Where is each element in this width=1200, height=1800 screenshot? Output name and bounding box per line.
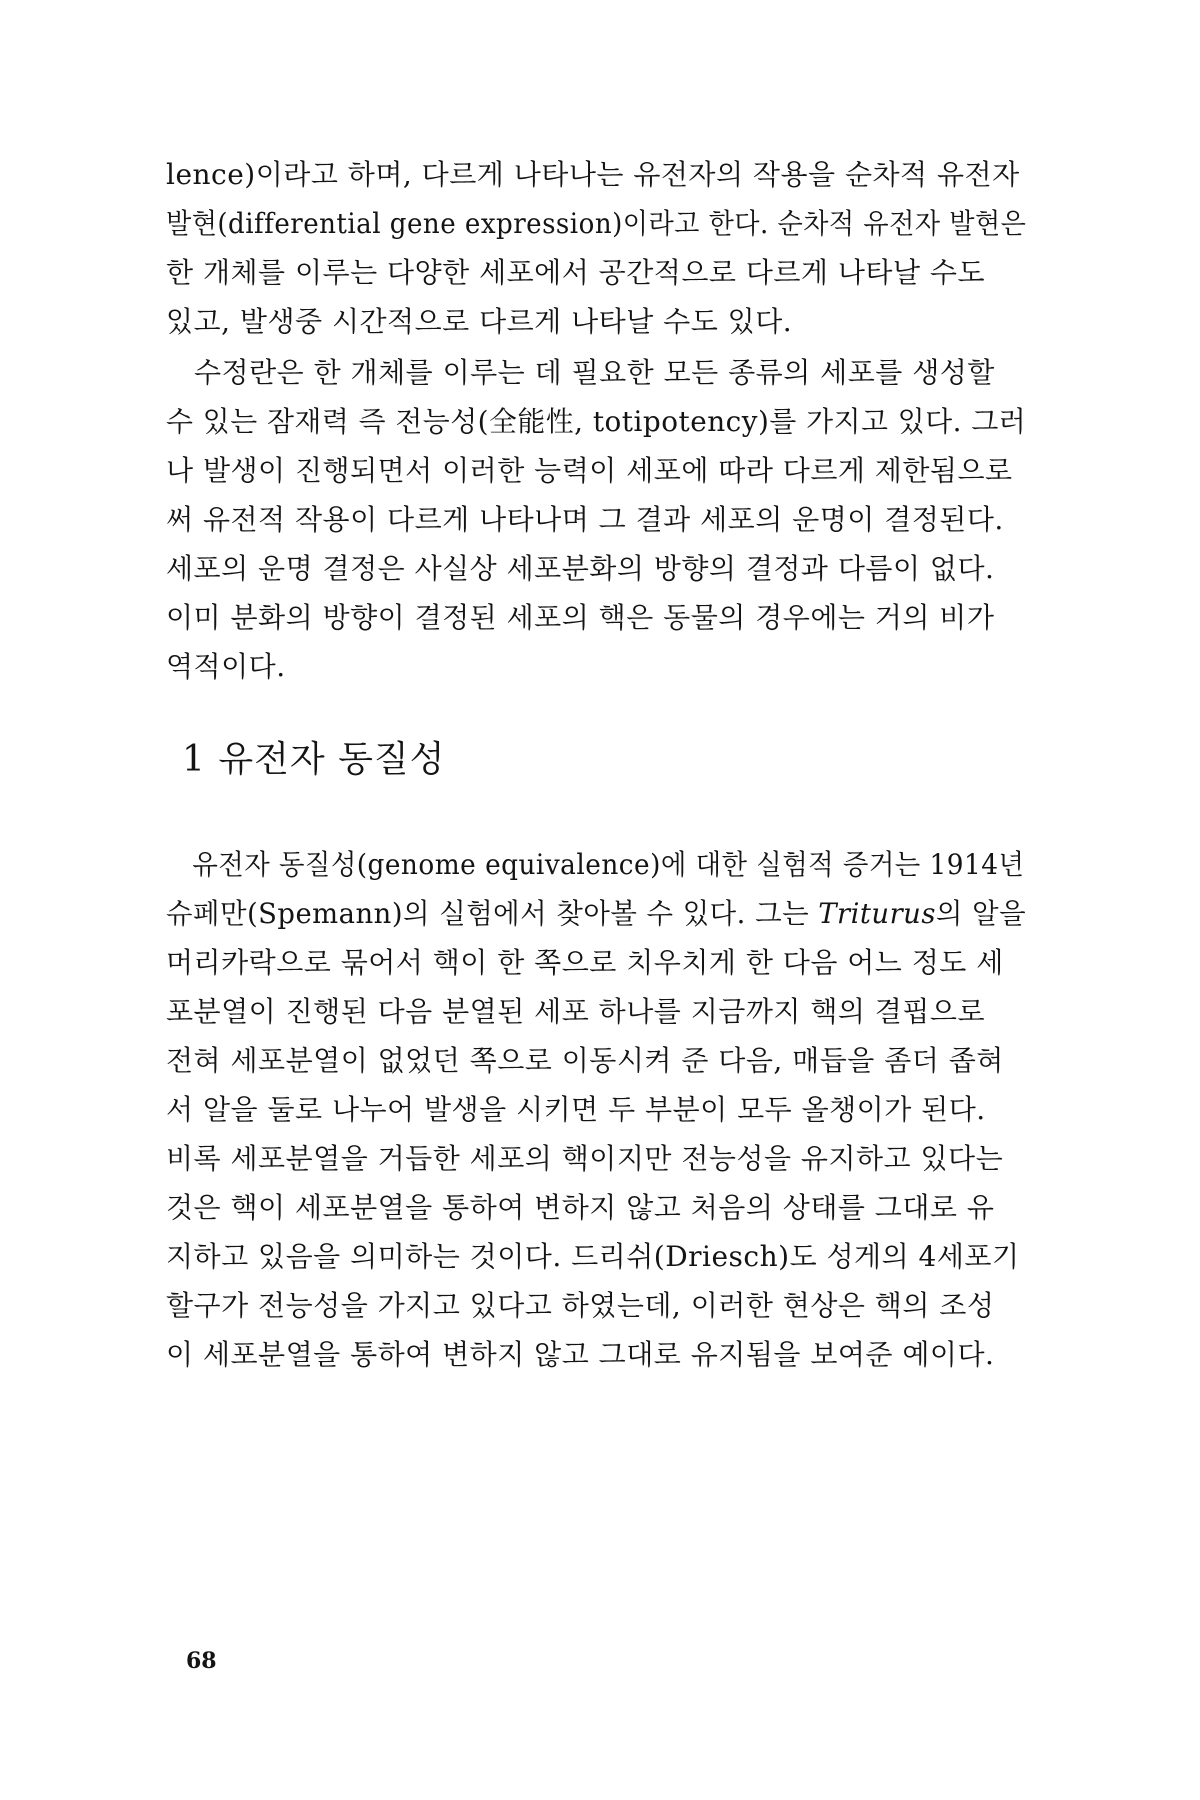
text-line: 것은 핵이 세포분열을 통하여 변하지 않고 처음의 상태를 그대로 유 — [166, 1191, 995, 1224]
section-heading: 1 유전자 동질성 — [182, 739, 446, 780]
paragraph-2 — [166, 348, 1026, 691]
text-line: 지하고 있음을 의미하는 것이다. 드리쉬(Driesch)도 성게의 4세포기 — [166, 1240, 1020, 1273]
text-segment: 슈페만(Spemann)의 실험에서 찾아볼 수 있다. 그는 — [166, 897, 819, 930]
text-line-with-species — [166, 889, 1027, 938]
paragraph-3 — [166, 840, 1026, 1379]
text-line: 유전자 동질성(genome equivalence)에 대한 실험적 증거는 1914년 — [192, 848, 1025, 881]
page-number: 68 — [186, 1648, 217, 1674]
text-line: 한 개체를 이루는 다양한 세포에서 공간적으로 다르게 나타날 수도 — [166, 256, 986, 289]
text-line: 발현(differential gene expression)이라고 한다. 순차적 유전자 발현은 — [166, 207, 1027, 240]
species-name: Triturus — [818, 897, 936, 930]
text-line: 서 알을 둘로 나누어 발생을 시키면 두 부분이 모두 올챙이가 된다. — [166, 1093, 986, 1126]
text-line: 머리카락으로 묶어서 핵이 한 쪽으로 치우치게 한 다음 어느 정도 세 — [166, 946, 1004, 979]
text-segment: 의 알을 — [935, 897, 1027, 930]
text-line: 수 있는 잠재력 즉 전능성(全能性, totipotency)를 가지고 있다. 그러 — [166, 405, 1027, 438]
text-line: 세포의 운명 결정은 사실상 세포분화의 방향의 결정과 다름이 없다. — [166, 552, 995, 585]
text-line: 있고, 발생중 시간적으로 다르게 나타날 수도 있다. — [166, 305, 793, 338]
text-line: 비록 세포분열을 거듭한 세포의 핵이지만 전능성을 유지하고 있다는 — [166, 1142, 1004, 1175]
text-line: 써 유전적 작용이 다르게 나타나며 그 결과 세포의 운명이 결정된다. — [166, 503, 1004, 536]
text-line: 나 발생이 진행되면서 이러한 능력이 세포에 따라 다르게 제한됨으로 — [166, 454, 1013, 487]
paragraph-1 — [166, 150, 1026, 346]
text-line: 포분열이 진행된 다음 분열된 세포 하나를 지금까지 핵의 결핍으로 — [166, 995, 986, 1028]
text-line: 전혀 세포분열이 없었던 쪽으로 이동시켜 준 다음, 매듭을 좀더 좁혀 — [166, 1044, 1004, 1077]
text-line: 역적이다. — [166, 650, 286, 683]
text-line: 이 세포분열을 통하여 변하지 않고 그대로 유지됨을 보여준 예이다. — [166, 1338, 995, 1371]
text-line: lence)이라고 하며, 다르게 나타나는 유전자의 작용을 순차적 유전자 — [166, 158, 1020, 191]
text-line: 이미 분화의 방향이 결정된 세포의 핵은 동물의 경우에는 거의 비가 — [166, 601, 995, 634]
text-line: 할구가 전능성을 가지고 있다고 하였는데, 이러한 현상은 핵의 조성 — [166, 1289, 995, 1322]
text-line: 수정란은 한 개체를 이루는 데 필요한 모든 종류의 세포를 생성할 — [194, 356, 995, 389]
